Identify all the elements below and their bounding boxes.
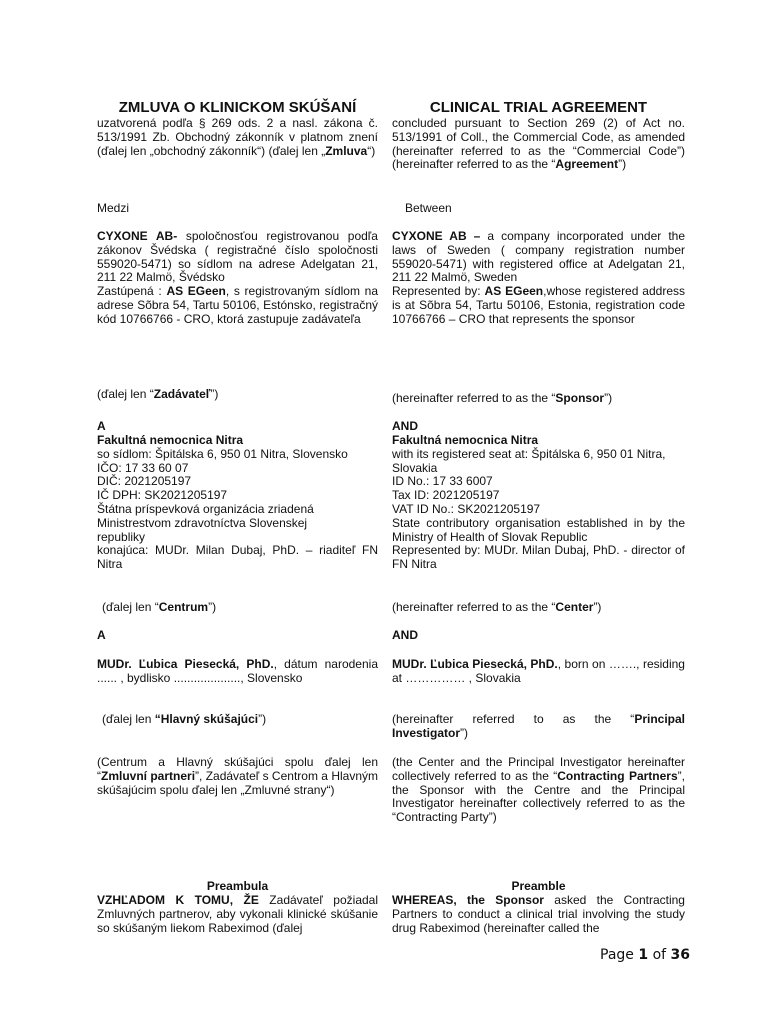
center-ref-english: (hereinafter referred to as the “Center”) bbox=[392, 600, 602, 614]
and-1-slovak: A bbox=[97, 419, 106, 433]
sponsor-block-english: CYXONE AB – a company incorporated under the laws of Sweden ( company registration number 559020-5471) with registered office at Adelgatan 21, 211 22 Malmö, Sweden Represented by: AS EGeen,whose registered address is at Sõbra 54, Tartu 50106, Estonia, registration code 10766766 – CRO that represents the sponsor bbox=[392, 229, 685, 326]
intro-slovak: uzatvorená podľa § 269 ods. 2 a nasl. zákona č. 513/1991 Zb. Obchodný zákonník v platnom znení (ďalej len „obchodný zákonník“) (ďalej len „Zmluva“) bbox=[97, 116, 378, 158]
center-ref-slovak: (ďalej len “Centrum”) bbox=[102, 600, 217, 614]
contracting-parties-slovak: (Centrum a Hlavný skúšajúci spolu ďalej len “Zmluvní partneri”, Zadávateľ s Centrom a Hlavným skúšajúcim spolu ďalej len „Zmluvné strany“) bbox=[97, 755, 378, 797]
investigator-block-english: MUDr. Ľubica Piesecká, PhD., born on ……., residing at …………… , Slovakia bbox=[392, 657, 685, 685]
between-slovak: Medzi bbox=[97, 201, 130, 215]
center-block-slovak: Fakultná nemocnica Nitra so sídlom: Špitálska 6, 950 01 Nitra, Slovensko IČO: 17 33 60 07 DIČ: 2021205197 IČ DPH: SK2021205197 Štátna príspevková organizácia zriadená Ministrestvom zdravotníctva Slovenskej republiky konajúca: MUDr. Milan Dubaj, PhD. – riaditeľ FN Nitra bbox=[97, 433, 378, 572]
contracting-parties-english: (the Center and the Principal Investigator hereinafter collectively referred to as the “Contracting Partners”, the Sponsor with the Centre and the Principal Investigator hereinafter collectively referred to as the “Contracting Party”) bbox=[392, 755, 685, 825]
title-slovak: ZMLUVA O KLINICKOM SKÚŠANÍ bbox=[118, 99, 357, 116]
investigator-ref-english: (hereinafter referred to as the “Principal Investigator”) bbox=[392, 712, 685, 740]
sponsor-block-slovak: CYXONE AB- spoločnosťou registrovanou podľa zákonov Švédska ( registračné číslo spoločnosti 559020-5471) so sídlom na adrese Adelgatan 21, 211 22 Malmö, Švédsko Zastúpená : AS EGeen, s registrovaným sídlom na adrese Sõbra 54, Tartu 50106, Estónsko, registračný kód 10766766 - CRO, ktorá zastupuje zadávateľa bbox=[97, 229, 378, 326]
investigator-block-slovak: MUDr. Ľubica Piesecká, PhD., dátum narodenia ...... , bydlisko ...................., Slovensko bbox=[97, 657, 378, 685]
center-block-english: Fakultná nemocnica Nitra with its registered seat at: Špitálska 6, 950 01 Nitra, Slovakia ID No.: 17 33 6007 Tax ID: 2021205197 VAT ID No.: SK2021205197 State contributory organisation established in by the Ministry of Health of Slovak Republic Represented by: MUDr. Milan Dubaj, PhD. - director of FN Nitra bbox=[392, 433, 685, 572]
sponsor-ref-slovak: (ďalej len “Zadávateľ”) bbox=[97, 387, 219, 401]
investigator-ref-slovak: (ďalej len “Hlavný skúšajúci”) bbox=[102, 712, 267, 726]
title-english: CLINICAL TRIAL AGREEMENT bbox=[429, 99, 648, 116]
and-2-slovak: A bbox=[97, 628, 106, 642]
page-number: Page 1 of 36 bbox=[600, 947, 690, 963]
preamble-text-english: WHEREAS, the Sponsor asked the Contracting Partners to conduct a clinical trial involving the study drug Rabeximod (hereinafter called the bbox=[392, 893, 685, 935]
preamble-title-english: Preamble bbox=[511, 879, 566, 893]
sponsor-ref-english: (hereinafter referred to as the “Sponsor”) bbox=[392, 391, 613, 405]
intro-english: concluded pursuant to Section 269 (2) of Act no. 513/1991 of Coll., the Commercial Code, as amended (hereinafter referred to as the “Commercial Code”) (hereinafter referred to as the “Agreement”) bbox=[392, 116, 685, 172]
preamble-text-slovak: VZHĽADOM K TOMU, ŽE Zadávateľ požiadal Zmluvných partnerov, aby vykonali klinické skúšanie so skúšaným liekom Rabeximod (ďalej bbox=[97, 893, 379, 935]
between-english: Between bbox=[405, 201, 452, 215]
and-2-english: AND bbox=[392, 628, 418, 642]
preamble-title-slovak: Preambula bbox=[206, 879, 269, 893]
and-1-english: AND bbox=[392, 419, 418, 433]
